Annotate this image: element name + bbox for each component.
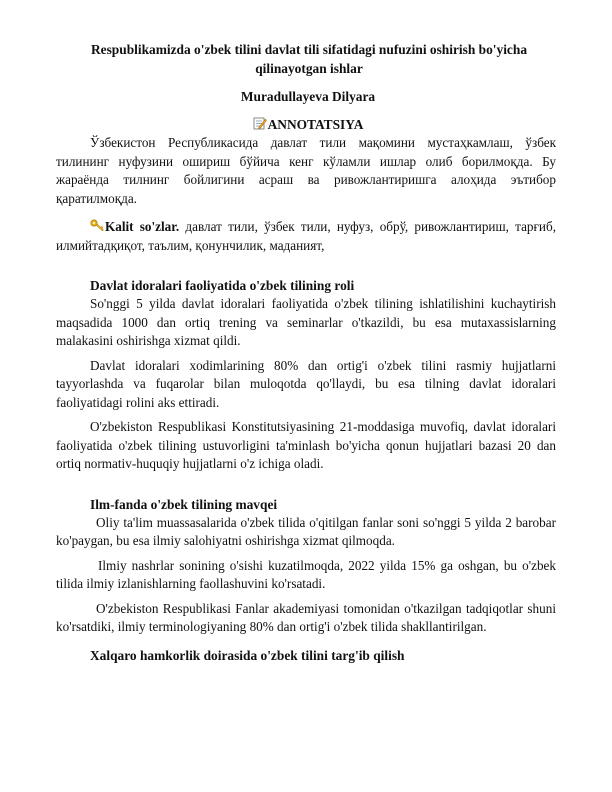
section-heading: Davlat idoralari faoliyatida o'zbek tilining roli: [90, 278, 355, 293]
memo-icon: [253, 117, 267, 130]
keywords-label: Kalit so'zlar.: [105, 219, 180, 234]
keywords-text: давлат тили, ўзбек тили, нуфуз, обрў, ривожлантириш, тарғиб, илмийтадқиқот, таълим, қонунчилик, маданият,: [56, 219, 556, 253]
section-heading: Ilm-fanda o'zbek tilining mavqei: [90, 496, 278, 512]
section-paragraph: O'zbekiston Respublikasi Fanlar akademiyasi tomonidan o'tkazilgan tadqiqotlar shuni ko'rsatdiki, ilmiy terminologiyaning 80% dan ortig'i o'zbek tilida shakllantirilgan.: [56, 600, 556, 634]
section-paragraph: O'zbekiston Respublikasi Konstitutsiyasining 21-moddasiga muvofiq, davlat idoralari faoliyatida o'zbek tilining ustuvorligini ta'minlash bo'yicha qonun hujjatlari bazasi 20 dan ortiq normativ-huquqiy hujjatlarni o'z ichiga oladi.: [56, 419, 556, 471]
keywords-paragraph: [56, 218, 556, 255]
section-heading: Xalqaro hamkorlik doirasida o'zbek tilini targ'ib qilish: [90, 647, 405, 663]
annotation-text: Ўзбекистон Республикасида давлат тили мақомини мустаҳкамлаш, ўзбек тилининг нуфузини ошириш бўйича кенг кўламли ишлар олиб борилмоқда. Бу жараёнда тилнинг бойлигини асраш ва ривожлантиришга алоҳида эътибор қаратилмоқда.: [56, 135, 556, 206]
section-paragraph: Davlat idoralari xodimlarining 80% dan ortig'i o'zbek tilini rasmiy hujjatlarni tayyorlashda va fuqarolar bilan muloqotda qo'llaydi, bu esa tilning davlat idoralari faoliyatidagi rolini aks ettiradi.: [56, 357, 556, 410]
paper-title: Respublikamizda o'zbek tilini davlat tili sifatidagi nufuzini oshirish bo'yicha qilinayotgan ishlar: [90, 42, 528, 76]
paper-author: Muradullayeva Dilyara: [240, 89, 376, 104]
section-paragraph: So'nggi 5 yilda davlat idoralari faoliyatida o'zbek tilining ishlatilishini kuchaytirish maqsadida 1000 dan ortiq trening va seminarlar o'tkazildi, bu esa mutaxassislarning malakasini oshirishga xizmat qildi.: [56, 296, 556, 348]
key-icon: [90, 219, 104, 232]
annotation-heading-label: ANNOTATSIYA: [267, 117, 364, 132]
annotation-heading: [60, 116, 556, 134]
section-paragraph: Ilmiy nashrlar sonining o'sishi kuzatilmoqda, 2022 yilda 15% ga oshgan, bu o'zbek tilida ilmiy izlanishlarning faollashuvini ko'rsatadi.: [56, 557, 556, 591]
section-paragraph: Oliy ta'lim muassasalarida o'zbek tilida o'qitilgan fanlar soni so'nggi 5 yilda 2 barobar ko'paygan, bu esa ilmiy salohiyatni oshirishga xizmat qilmoqda.: [56, 514, 556, 548]
